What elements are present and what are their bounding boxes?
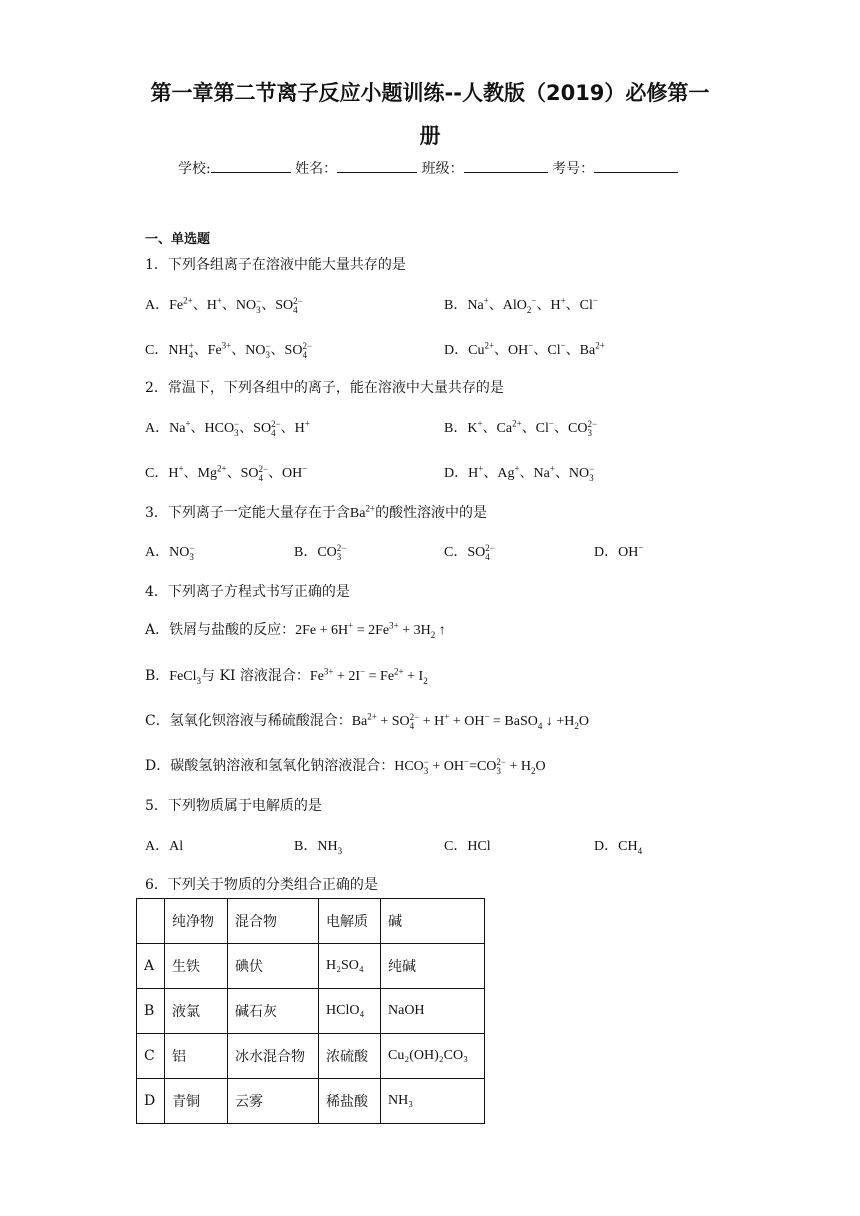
q3-option-b[interactable]: B．CO 2− 3 [294,542,347,562]
class-blank[interactable] [464,158,548,173]
q5-stem: 5．下列物质属于电解质的是 [145,798,322,814]
table-cell: HClO₄ [319,989,381,1034]
table-cell: 冰水混合物 [228,1034,319,1079]
table-header-cell: 电解质 [319,899,381,944]
page-title: 第一章第二节离子反应小题训练--人教版（2019）必修第一 [150,81,710,105]
table-header-row [137,899,485,944]
q1-stem: 1．下列各组离子在溶液中能大量共存的是 [145,257,406,273]
name-label: 姓名： [295,161,338,177]
q4-option-a[interactable]: A．铁屑与盐酸的反应：$2Fe + 6H^+ = 2Fe^{3+} + 3H_2$ ↑ [145,620,446,640]
q4-stem: 4．下列离子方程式书写正确的是 [145,584,350,600]
q2-option-c[interactable]: C．H+、$Mg^{2+}$、SO 2− 4 、OH− [145,463,308,483]
q2-option-b[interactable]: B．K+、$Ca^{2+}$、Cl−、CO 2− 3 [444,418,598,438]
table-row [137,1079,485,1124]
class-label: 班级： [421,161,464,177]
q4-option-d[interactable]: D．碳酸氢钠溶液和氢氧化钠溶液混合：HCO − 3 + OH−=CO 2− 3 + $H_2O$ [145,756,546,776]
table-cell: 青铜 [165,1079,228,1124]
table-cell: 云雾 [228,1079,319,1124]
q4-option-b[interactable]: B．FeCl$_3$与 KI 溶液混合：$Fe^{3+} + 2I^- = Fe^{2+} + I_2$ [145,666,428,686]
table-cell: D [137,1079,165,1124]
table-header-cell: 混合物 [228,899,319,944]
table-cell: 碱石灰 [228,989,319,1034]
table-cell: 稀盐酸 [319,1079,381,1124]
school-label: 学校: [178,161,211,177]
table-cell: 纯碱 [381,944,485,989]
table-row [137,1034,485,1079]
q5-option-a[interactable]: A．Al [145,839,184,854]
page-title-continued: 册 [419,124,441,148]
q5-option-b[interactable]: B．$NH_3$ [294,839,343,856]
q3-option-d[interactable]: D．OH− [594,542,644,560]
table-cell: C [137,1034,165,1079]
table-cell: H₂SO₄ [319,944,381,989]
table-header-cell [137,899,165,944]
q1-option-c[interactable]: C．NH + 4 、$Fe^{3+}$、NO − 3 、SO 2− 4 [145,340,313,360]
table-cell: 生铁 [165,944,228,989]
table-row [137,944,485,989]
q2-option-a[interactable]: A．Na+、HCO − 3 、SO 2− 4 、H+ [145,418,310,438]
q1-option-d[interactable]: D．$Cu^{2+}$、OH−、Cl−、$Ba^{2+}$ [444,340,605,358]
table-cell: 铝 [165,1034,228,1079]
section-heading: 一、单选题 [145,232,211,247]
q2-option-d[interactable]: D．H+、Ag+、Na+、NO − 3 [444,463,595,483]
table-cell: 液氯 [165,989,228,1034]
table-cell: NaOH [381,989,485,1034]
number-blank[interactable] [594,158,678,173]
table-header-cell: 纯净物 [165,899,228,944]
table-row [137,989,485,1034]
q5-option-d[interactable]: D．$CH_4$ [594,839,643,856]
q4-option-c[interactable]: C．氢氧化钡溶液与稀硫酸混合：$Ba^{2+}$ + SO 2− 4 + H+ + OH− = BaSO$_4$ ↓ $+H_2O$ [145,711,590,731]
q3-stem: 3．下列离子一定能大量存在于含$Ba^{2+}$的酸性溶液中的是 [145,503,488,521]
table-cell: NH₃ [381,1079,485,1124]
q2-stem: 2．常温下，下列各组中的离子，能在溶液中大量共存的是 [145,380,504,396]
q1-option-b[interactable]: B．Na+、AlO$_2$−、H+、Cl− [444,295,598,315]
table-cell: 浓硫酸 [319,1034,381,1079]
school-blank[interactable] [211,158,291,173]
q6-stem: 6．下列关于物质的分类组合正确的是 [145,877,378,893]
classification-table [136,898,485,1124]
name-blank[interactable] [337,158,417,173]
table-cell: B [137,989,165,1034]
student-info [178,158,678,178]
q1-option-a[interactable]: A．$Fe^{2+}$、H+、NO − 3 、SO 2− 4 [145,295,303,315]
number-label: 考号： [552,161,595,177]
table-cell: 碘伏 [228,944,319,989]
q5-option-c[interactable]: C．HCl [444,839,491,854]
q3-option-a[interactable]: A．NO − 3 [145,542,195,562]
q3-option-c[interactable]: C．SO 2− 4 [444,542,495,562]
table-cell: Cu₂(OH)₂CO₃ [381,1034,485,1079]
table-header-cell: 碱 [381,899,485,944]
table-cell: A [137,944,165,989]
